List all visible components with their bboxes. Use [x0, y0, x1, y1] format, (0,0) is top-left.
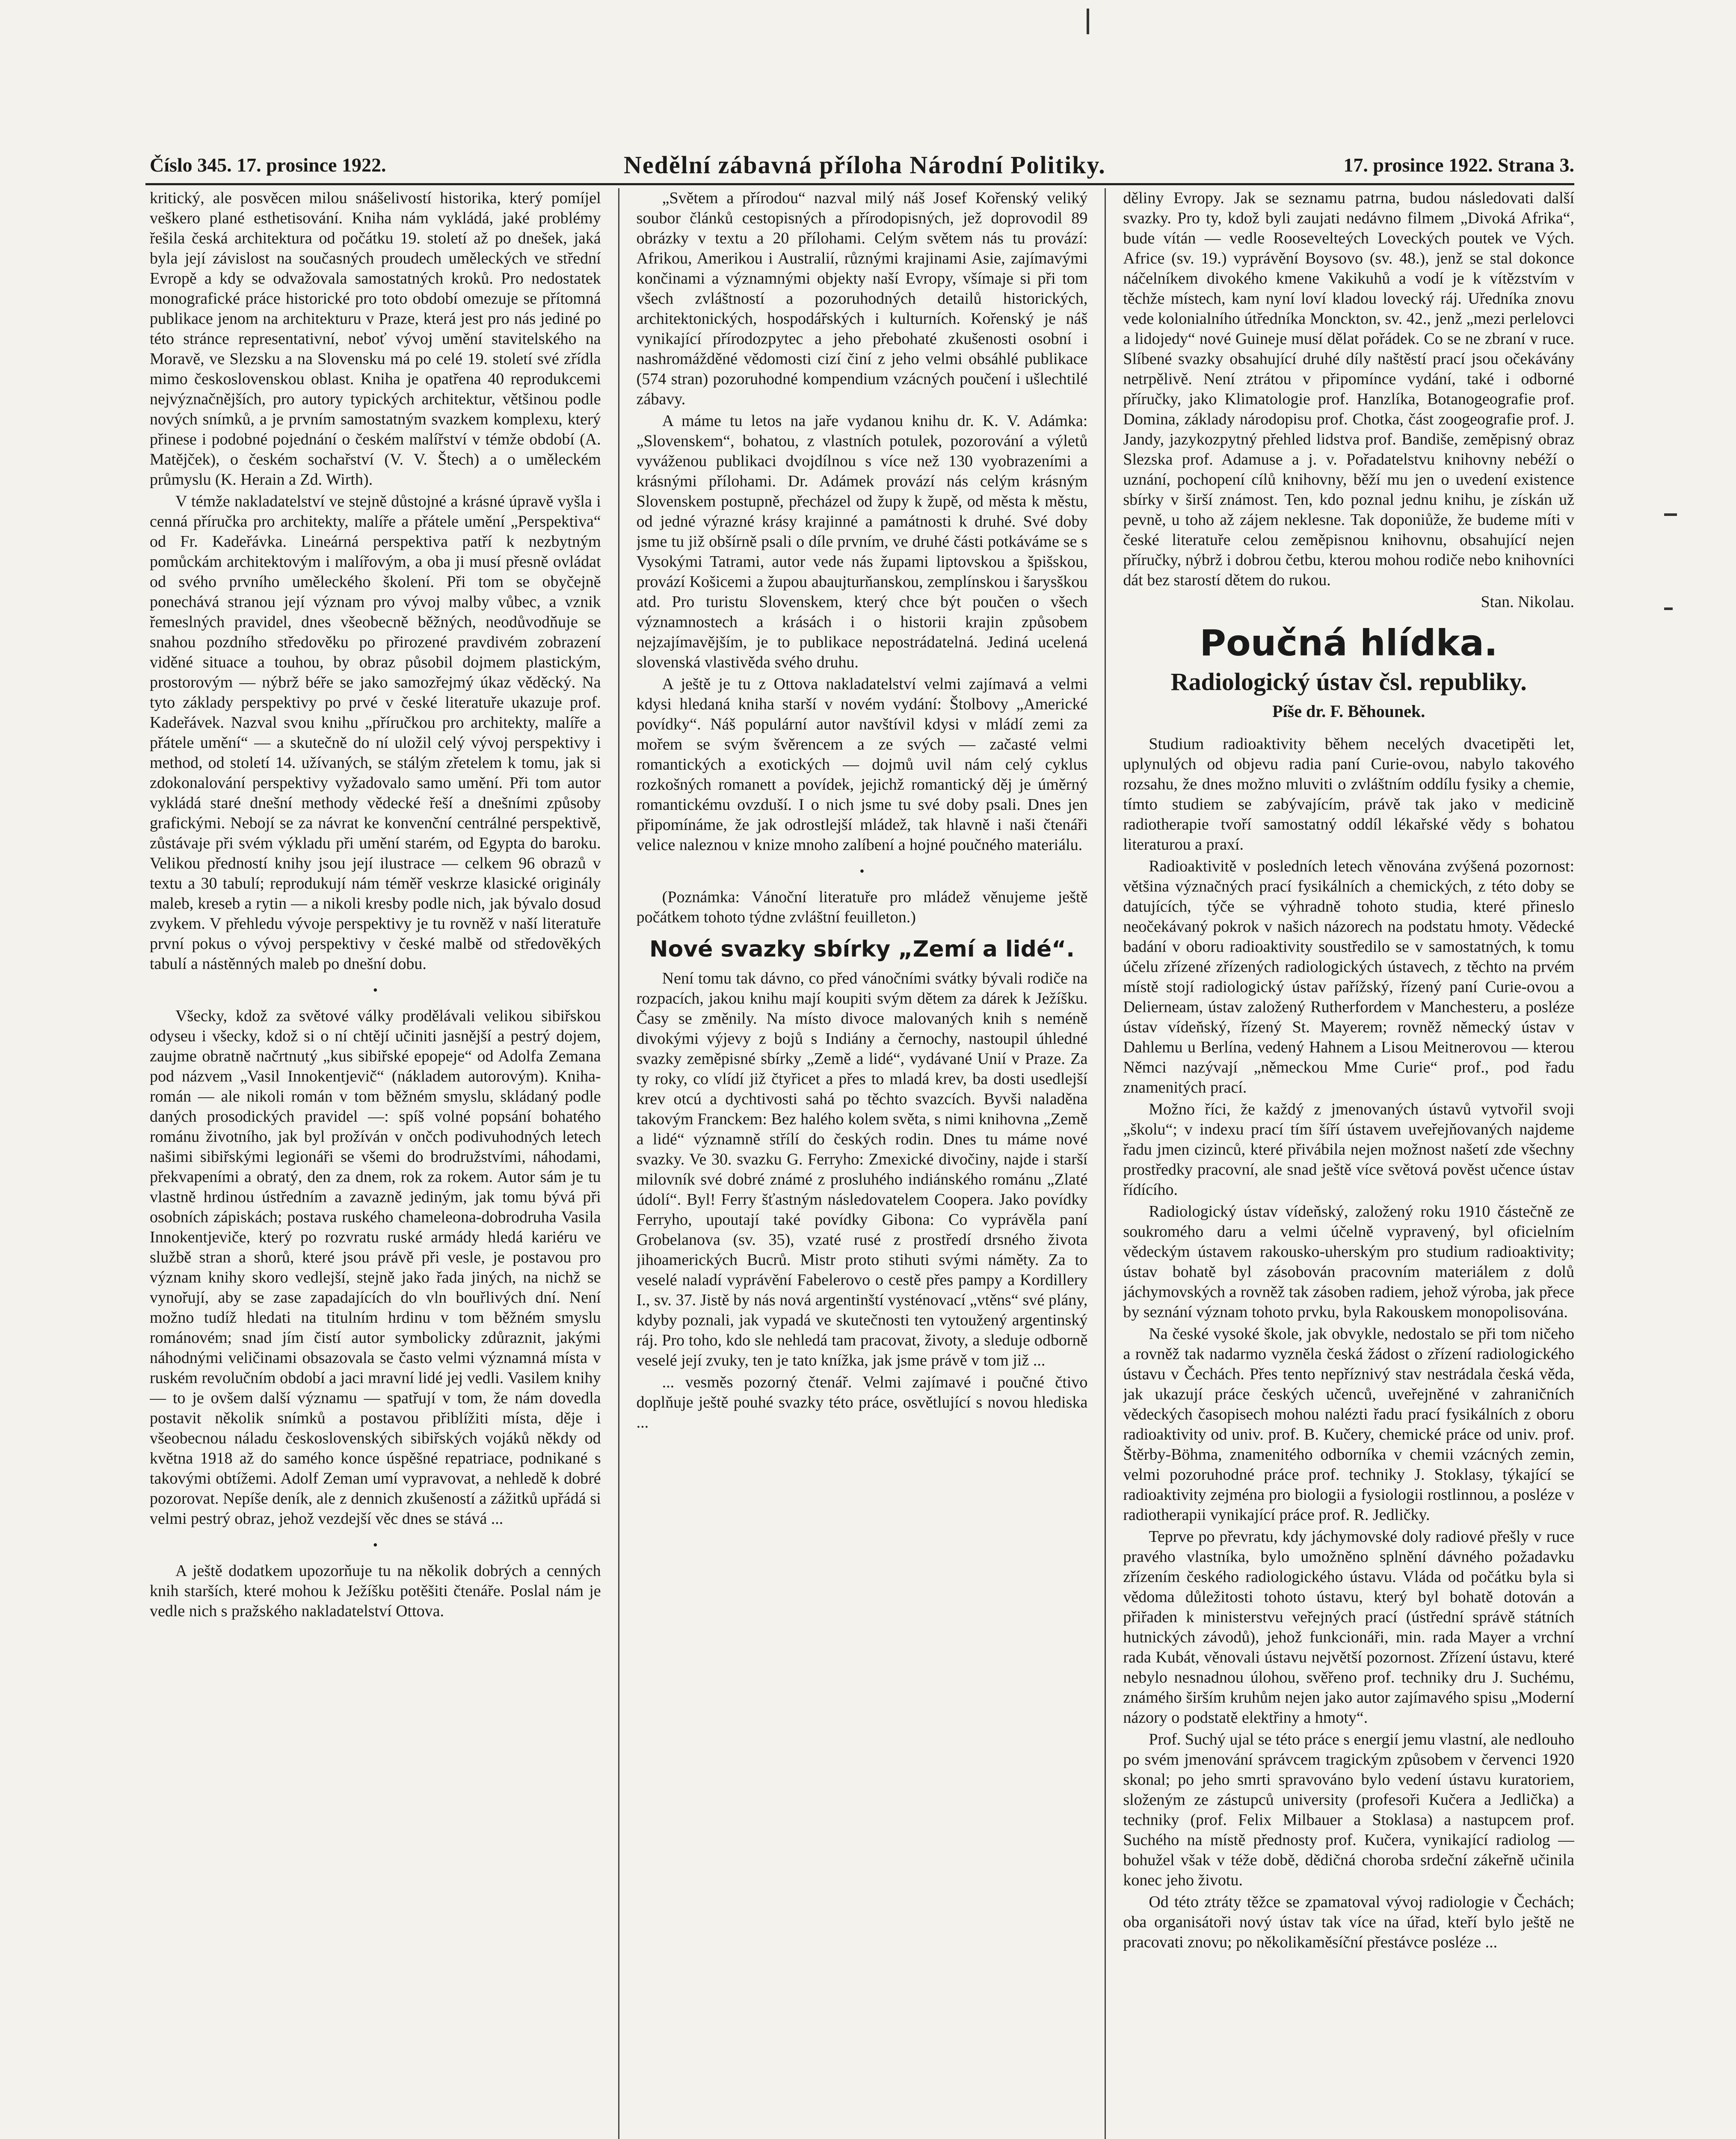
col3-paragraph: Radioaktivitě v posledních letech věnována zvýšená pozornost: většina význačných prací fysikálních a chemických, z této doby se datujících, týče se výhradně tohoto studia, které přineslo neočekávaný pokrok v našich názorech na podstatu hmoty. Vědecké badání v oboru radioaktivity soustředilo se v samostatných, k tomu účelu zřízené zřízených radiologických ústavech, z těchto na prvém místě stojí radiologický ústav pařížský, řízený paní Curie-ovou a Delierneam, ústav založený Rutherfordem v Manchesteru, a posléze ústav vídeňský, řízený St. Mayerem; rovněž německý ústav v Dahlemu u Berlína, vedený Hahnem a Lisou Meitnerovou — kterou Němci nazývají „německou Mme Curie“ prof., pod řadu znamenitých prací.: [1123, 857, 1575, 1096]
col3-paragraph: Teprve po převratu, kdy jáchymovské doly radiové přešly v ruce pravého vlastníka, bylo umožněno splnění dávného požadavku zřízením českého radiologického ústavu. Vláda od počátku byla si vědoma důležitosti tohoto ústavu, který byl bohatě dotován a přiřaden k ministerstvu veřejných prací (ústřední správě státních hutnických závodů), jehož funkcionáři, min. rada Mayer a vrchní rada Kubát, věnovali ústavu největší pozornost. Zřízení ústavu, které nebylo nesnadnou úlohou, svěřeno prof. techniky dru J. Suchému, známého širším kruhům nejen jako autor zajímavého spisu „Moderní názory o podstatě elektřiny a hmoty“.: [1123, 1528, 1575, 1727]
scan-mark: [1664, 607, 1673, 610]
section-heading: Poučná hlídka.: [1200, 622, 1498, 664]
page-header: [150, 150, 1574, 180]
col2-paragraph: „Světem a přírodou“ nazval milý náš Josef Kořenský veliký soubor článků cestopisných a přírodopisných, jež doprovodil 89 obrázky v textu a 20 přílohami. Celým světem nás tu provází: Afrikou, Amerikou i Australií, různými krajinami Asie, zajímavými končinami a významnými objekty naší Evropy, všímaje si při tom všech zvláštností a pozoruhodných detailů historických, architektonických, hospodářských i kulturních. Kořenský je náš vynikající přírodozpytec a jeho přebohaté zkušenosti osobní i nashromážděné vědomosti cizí činí z jeho velmi obsáhlé publikace (574 stran) pozoruhodné kompendium vzácných poučení i ušlechtilé zábavy.: [636, 189, 1088, 408]
header-rule: [145, 183, 1574, 185]
separator-bullet: •: [859, 863, 865, 879]
separator-bullet: •: [373, 1537, 378, 1552]
col3-paragraph: Možno říci, že každý z jmenovaných ústavů vytvořil svoji „školu“; v indexu prací tím šíří ústavem uveřejňovaných najdeme řadu jmen cizinců, které přivábila nejen možnost našetí zde všechny prostředky pracovní, ale snad ještě více světová pověst učence ústav řídícího.: [1123, 1100, 1575, 1199]
col2-paragraph: A ještě je tu z Ottova nakladatelství velmi zajímavá a velmi kdysi hledaná kniha starší v novém vydání: Štolbovy „Americké povídky“. Náš populární autor navštívil kdysi v mládí zemi za mořem se svým švěrencem a ze svých — začasté velmi romantických a exotických — dojmů uvil nám celý cyklus rozkošných romanett a povídek, jejichž romantický děj je úměrný romantickému ovzduší. I o nich jsme tu své doby psali. Dnes jen připomínáme, že jak odrostlejší mládež, tak hlavně i naši čtenáři velice naleznou v knize mnoho zalíbení a hojné poučného materiálu.: [636, 675, 1088, 854]
col2-paragraph: A máme tu letos na jaře vydanou knihu dr. K. V. Adámka: „Slovenskem“, bohatou, z vlastních potulek, pozorování a výletů vyváženou publikaci dvojdílnou s více než 130 vyobrazeními a krásnými přílohami. Dr. Adámek provází nás celým krásným Slovenskem postupně, přecházel od župy k župě, od města k městu, od jedné výrazné krásy krajinné a památnosti k druhé. Své doby jsme tu již obšírně psali o díle prvním, ve druhé části potkáváme se s Vysokými Tatrami, autor vede nás župami liptovskou a špišskou, provází Košicemi a župou abaujturňanskou, zemplínskou i šarysškou atd. Pro turistu Slovenskem, který chce být poučen o všech významnostech a krásách i o historii krajin způsobem nejzajímavějším, je to publikace nepostrádatelná. Jediná ucelená slovenská vlastivěda svého druhu.: [636, 412, 1088, 671]
section-title: Nové svazky sbírky „Zemí a lidé“.: [649, 936, 1075, 962]
col2-note: (Poznámka: Vánoční literatuře pro mládež věnujeme ještě počátkem tohoto týdne zvláštní feuilleton.): [636, 888, 1088, 926]
col1-paragraph: A ještě dodatkem upozorňuje tu na několik dobrých a cenných knih starších, které mohou k Ježíšku potěšiti čtenáře. Poslal nám je vedle nich s pražského nakladatelství Ottova.: [150, 1562, 601, 1620]
col3-paragraph: Studium radioaktivity během necelých dvacetipěti let, uplynulých od objevu radia paní Curie-ovou, nabylo takového rozsahu, že dnes možno mluviti o zvláštním oddílu fysiky a chemie, tímto studiem se zabývajícím, právě tak jako v medicině radiotherapie tvoří samostatný oddíl lékařské vědy s bohatou literaturou a praxí.: [1123, 735, 1575, 853]
author-signature: Stan. Nikolau.: [1481, 593, 1575, 611]
page-date-number: 17. prosince 1922. Strana 3.: [1343, 154, 1574, 176]
column-2: [637, 188, 1088, 2139]
issue-number: Číslo 345. 17. prosince 1922.: [150, 154, 386, 176]
column-1: [150, 188, 601, 2139]
col3-paragraph: Od této ztráty těžce se zpamatoval vývoj radiologie v Čechách; oba organisátoři nový ústav tak více na úřad, kteří bylo ještě ne pracovati znovu; po několikaměsíční přestávce posléze ...: [1123, 1893, 1575, 1951]
column-3: [1123, 188, 1574, 2139]
col1-paragraph: Všecky, kdož za světové války prodělávali velikou sibiřskou odyseu i všecky, kdož si o ní chtějí učiniti jasnější a pestrý dojem, zaujme obratně načrtnutý „kus sibiřské epopeje“ od Adolfa Zemana pod názvem „Vasil Innokentjevič“ (nákladem autorovým). Kniha-román — ale nikoli román v tom běžném smyslu, skládaný podle daných prosodických pravidel —: spíš volné popsání bohatého románu životního, jak byl prožíván v ončch podivuhodných letech našimi sibiřskými legionáři se všemi do brodružstvími, náhodami, překvapeními a obratý, den za dnem, rok za rokem. Autor sám je tu vlastně hrdinou ústředním a zavazně jediným, jak tomu bývá při osobních zápiskách; postava ruského chameleona-dobrodruha Vasila Innokentjeviče, který po rozvratu ruské armády hledá kariéru ve službě stran a shorů, které jsou právě při vesle, je postavou pro význam knihy skoro vedlejší, stejně jako řada jiných, na nichž se vynořují, aby se zase zapadajících do vln bouřlivých dní. Není možno tudíž hledati na titulním hrdinu v tom běžném smyslu románovém; snad jím čistí autor symbolicky zdůraznit, jakými náhodnými veličinami obsazovala se často velmi významná místa v ruském revolučním období a jaci mravní lidé jej vedli. Vasilem knihy — to je ovšem další významu — spatřují v tom, že nám dovedla postavit několik snímků a postavou přiblížiti místa, děje i všeobecnou náladu československých sibiřských vojáků někdy od května 1918 až do samého konce úspěšné repatriace, podnikané s takovými obtížemi. Adolf Zeman umí vypravovat, a nehledě k dobré pozorovat. Nepíše deník, ale z dennich zkušeností a zážitků upřádá si velmi pestrý obraz, jehož vezdejší věc dnes se stává ...: [150, 1007, 601, 1528]
column-divider: [618, 188, 619, 2139]
col3-paragraph: Na české vysoké škole, jak obvykle, nedostalo se při tom ničeho a rovněž tak nadarmo vyzněla česká žádost o zřízení radiologického ústavu v Čechách. Přes tento nepříznivý stav nestrádala česká věda, jak ukazují práce českých učenců, uveřejněné v zahraničních vědeckých časopisech mohou nalézti řadu prací fysikálních z oboru radioaktivity od univ. prof. B. Kučery, chemické práce od univ. prof. Štěrby-Böhma, znamenitého odborníka v chemii vzácných zemin, velmi pozoruhodné práce prof. techniky J. Stoklasy, týkající se radioaktivity zejména pro biologii a fysiologii rostlinnou, a posléze v radiotherapii vynikající práce prof. R. Jedličky.: [1123, 1325, 1575, 1524]
col1-paragraph: V témže nakladatelství ve stejně důstojné a krásné úpravě vyšla i cenná příručka pro architekty, malíře a přátele umění „Perspektiva“ od Fr. Kadeřávka. Lineárná perspektiva patří k nezbytným pomůckám architektovým i malířovým, a oba ji musí přesně ovládat od svého prvního uměleckého školení. Při tom se obyčejně ponechává stranou její význam pro vývoj malby vůbec, a vznik řemeslných pravidel, dnes všeobecně běžných, neodůvodňuje se snahou pozdního středověku po přirozené pravdivém zobrazení viděné situace a touhou, by obraz působil dojmem plastickým, prostorovým — nýbrž béře se jako samozřejmý úkaz věděcký. Na tyto základy perspektivy po prvé v české literatuře ukazuje prof. Kadeřávek. Nazval svou knihu „příručkou pro architekty, malíře a přátele umění“ — a skutečně do ní uložil celý vývoj perspektivy i method, od století 14. užívaných, se stálým zřetelem k tomu, jak si zdokonalování perspektivy vyžadovalo samo umění. Při tom autor vykládá staré dnešní methody vědecké řeší a dnešními způsoby grafickými. Nebojí se za návrat ke konvenční centrálné perspektivě, zůstávaje při svém výkladu při umění starém, od Egypta do baroku. Velikou předností knihy jsou její ilustrace — celkem 96 obrazů v textu a 30 tabulí; reprodukují nám téměř veskrze klasické originály maleb, kreseb a rytin — a nikoli kresby podle nich, jak bývalo dosud zvykem. V přehledu vývoje perspektivy je tu rovněž v naší literatuře první pokus o vývoj perspektivy v české malbě od středověkých tabulí a nástěnných maleb po dnešní dobu.: [150, 492, 601, 973]
col1-paragraph: kritický, ale posvěcen milou snášelivostí historika, který pomíjel veškero plané esthetisování. Kniha nám vykládá, jaké problémy řešila česká architektura od počátku 19. století až po dnešek, jaká byla její závislost na současných proudech uměleckých ve střední Evropě a kdy se odvažovala samostatných kroků. Pro nedostatek monografické práce historické pro toto období omezuje se přítomná publikace jenom na architekturu v Praze, která jest pro nás jediné po této stránce representativní, neboť vývoj umění stavitelského na Moravě, ve Slezsku a na Slovensku má po celé 19. století své zřídla mimo československou oblast. Kniha je opatřena 40 reprodukcemi nejvýznačnějších, pro autory typických architektur, většinou podle nových snímků, a je prvním samostatným svazkem komplexu, který přinese i podobné pojednání o českém malířství v témže období (A. Matějček), o českém sochařství (V. V. Štech) a o uměleckém průmyslu (K. Herain a Zd. Wirth).: [150, 189, 601, 489]
col2-paragraph: ... vesměs pozorný čtenář. Velmi zajímavé i poučné čtivo doplňuje ještě pouhé svazky této práce, osvětlující s novou hlediska ...: [636, 1373, 1088, 1431]
col3-paragraph: Radiologický ústav vídeňský, založený roku 1910 částečně ze soukromého daru a velmi účelně vypravený, byl oficielním vědeckým ústavem rakousko-uherským pro studium radioaktivity; ústav bohatě byl zásobován pracovním materiálem z dolů jáchymovských a rovněž tak zásoben radiem, jehož výroba, jak přece by seznání význam tohoto prvku, byla Rakouskem monopolisována.: [1123, 1203, 1575, 1321]
col3-paragraph: děliny Evropy. Jak se seznamu patrna, budou následovati další svazky. Pro ty, kdož byli zaujati nedávno filmem „Divoká Afrika“, bude vítán — vedle Roosevelteých Loveckých poutek ve Vých. Africe (sv. 19.) vyprávění Boysovo (sv. 48.), jenž se stal dokonce náčelníkem divokého kmene Vakikuhů a vodí je k vítězstvím v těchže místech, kam nyní loví kladou lovecký ráj. Uředníka znovu vede kolonialního útředníka Monckton, sv. 42., jenž „mezi perlelovci a lidojedy“ nové Guineje musí dělat pořádek. Co se ne zbraní v ruce. Slíbené svazky obsahující druhé díly naštěstí prací jsou očekávány netrpělivě. Není ztrátou v připomínce vydání, také i odborné příručky, jako Klimatologie prof. Hanzlíka, Botanogeografie prof. Domina, základy národopisu prof. Chotka, část zoogeografie prof. J. Jandy, jazykozpytný přehled lidstva prof. Bandiše, zeměpisný obraz Slezska prof. Adamuse a j. v. Pořadatelstvu knihovny nebéží o uznání, pochopení cílů knihovny, běží mu jen o uvedení existence sbírky v širší známost. Ten, kdo poznal jednu knihu, je získán už pevně, u toho až zájem neklesne. Tak doponiůže, že budeme míti v české literatuře celou zeměpisnou knihovnu, obsahující nejen příručky, nýbrž i dobrou četbu, kterou mohou rodiče nebo knihovníci dát bez starostí dětem do rukou.: [1123, 189, 1575, 589]
article-columns: [150, 188, 1574, 2139]
article-title: Radiologický ústav čsl. republiky.: [1170, 668, 1527, 696]
column-divider: [1105, 188, 1106, 2139]
scan-mark: [1664, 513, 1677, 516]
supplement-title: Nedělní zábavná příloha Národní Politiky.: [624, 151, 1106, 179]
col2-paragraph: Není tomu tak dávno, co před vánočními svátky bývali rodiče na rozpacích, jakou knihu mají koupiti svým dětem za dárek k Ježíšku. Časy se změnily. Na místo divoce malovaných knih s neméně divokými výjevy z bojů s Indiány a černochy, nastoupil úhledné svazky zeměpisné sbírky „Země a lidé“, vydávané Unií v Praze. Za ty roky, co vlídí již čtyřicet a přes to mladá krev, ba dosti usedlejší krev otcú a dychtivosti sahá po těchto svazcích. Byvši naladěna takovým Franckem: Bez halého kolem světa, s nimi knihovna „Země a lidé“ významně střílí do českých rodin. Dnes tu máme nové svazky. Ve 30. svazku G. Ferryho: Zmexické divočiny, najde i starší milovník své dobré známé z prosluhého indiánského románu „Zlaté údolí“. Byl! Ferry šťastným následovatelem Coopera. Jako povídky Ferryho, upoutají také povídky Gibona: Co vyprávěla paní Grobelanova (sv. 35), vzaté rusé z prostředí drsného života jihoamerických Bucrů. Mistr proto stihuti svými náměty. Za to veselé naladí vyprávění Fabelerovo o cestě přes pampy a Kordillery I., sv. 37. Jistě by nás nová argentinští vysténovací „vtěns“ své plány, kdyby poznali, jak vypadá ve skutečnosti ten vytoužený argentinský ráj. Pro toho, kdo sle nehledá tam pracovat, životy, a sleduje odborně veselé její zvuky, ten je tato knížka, jak jsme právě v tom již ...: [636, 969, 1088, 1369]
col3-paragraph: Prof. Suchý ujal se této práce s energií jemu vlastní, ale nedlouho po svém jmenování správcem tragickým způsobem v červenci 1920 skonal; po jeho smrti spravováno bylo vedení ústavu kuratoriem, složeným ze zástupců university (profesoři Kučera a Jedlička) a techniky (prof. Felix Milbauer a Stoklasa) a nastupcem prof. Suchého na místě přednosty prof. Kučera, vynikající radiolog — bohužel však v téže době, dědičná choroba srdeční zákeřně učinila konec jeho životu.: [1123, 1730, 1575, 1889]
scan-mark: [1087, 9, 1089, 34]
article-byline: Píše dr. F. Běhounek.: [1272, 702, 1425, 721]
separator-bullet: •: [373, 982, 378, 998]
